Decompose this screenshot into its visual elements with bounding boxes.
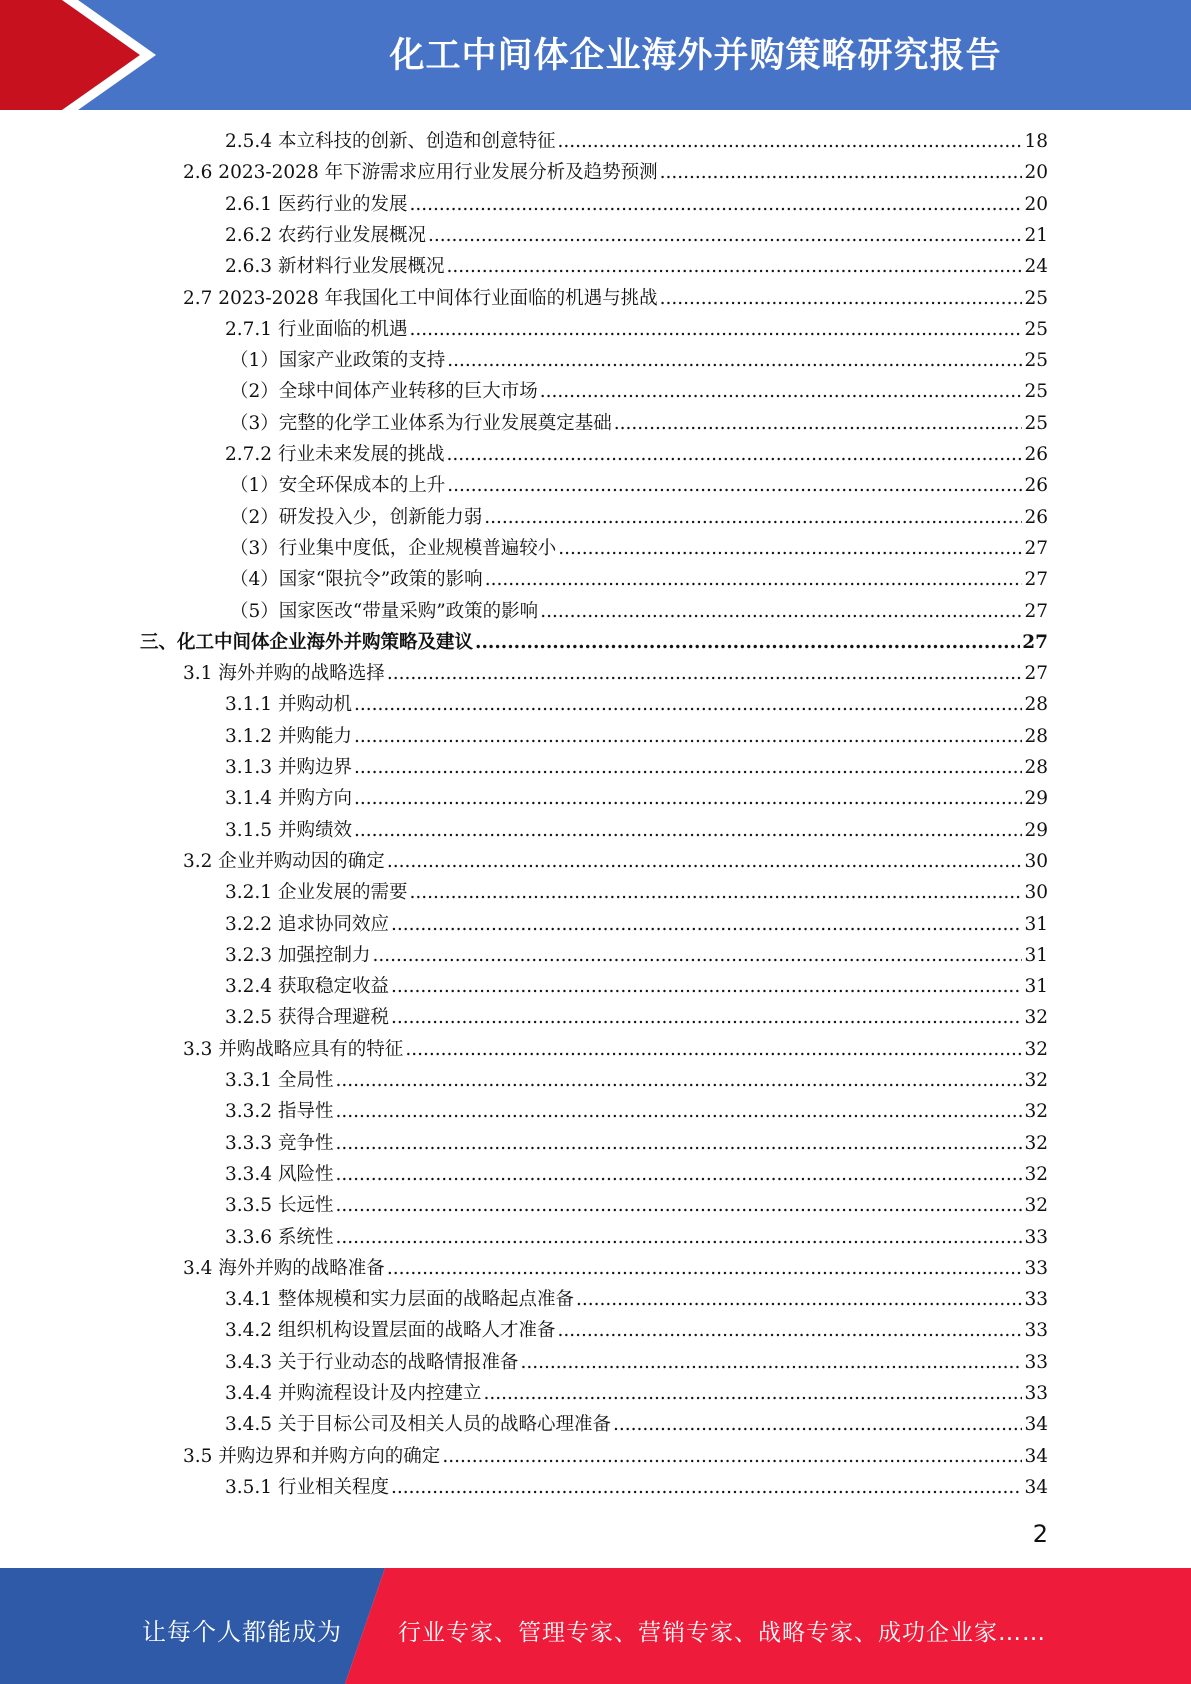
toc-leader-dots	[387, 658, 1023, 689]
toc-entry[interactable]	[183, 1253, 1048, 1284]
toc-leader-dots	[354, 689, 1023, 720]
toc-entry[interactable]	[225, 1159, 1048, 1190]
toc-entry-page: 33	[1024, 1226, 1048, 1248]
toc-leader-dots	[387, 846, 1023, 877]
toc-leader-dots	[391, 971, 1022, 1002]
toc-entry[interactable]	[225, 689, 1048, 720]
toc-entry-page: 28	[1024, 725, 1048, 747]
toc-leader-dots	[391, 1472, 1022, 1503]
toc-entry-label: 3.4.1 整体规模和实力层面的战略起点准备	[225, 1289, 574, 1311]
toc-leader-dots	[613, 1409, 1022, 1440]
toc-entry[interactable]	[225, 1002, 1048, 1033]
toc-leader-dots	[442, 1441, 1022, 1472]
toc-leader-dots	[540, 376, 1023, 407]
toc-entry[interactable]	[225, 1128, 1048, 1159]
toc-entry-label: 2.7.2 行业未来发展的挑战	[225, 444, 445, 465]
toc-entry[interactable]	[183, 1441, 1048, 1472]
toc-entry-label: （2）研发投入少，创新能力弱	[230, 506, 483, 528]
toc-entry-label: 3.1.2 并购能力	[225, 725, 352, 747]
toc-entry[interactable]	[225, 1347, 1048, 1378]
toc-leader-dots	[446, 439, 1022, 470]
toc-entry-label: 2.7.1 行业面临的机遇	[225, 318, 408, 340]
toc-entry[interactable]	[225, 1096, 1048, 1127]
toc-entry-page: 26	[1024, 475, 1048, 497]
toc-entry-page: 25	[1024, 350, 1048, 372]
toc-entry[interactable]	[225, 1378, 1048, 1409]
toc-entry[interactable]	[225, 1409, 1048, 1440]
toc-entry-label: 2.6.2 农药行业发展概况	[225, 224, 426, 246]
toc-entry-page: 24	[1024, 256, 1048, 278]
toc-entry-page: 26	[1024, 444, 1048, 465]
toc-entry-label: 3.3.2 指导性	[225, 1101, 334, 1123]
toc-entry-label: 2.7 2023-2028 年我国化工中间体行业面临的机遇与挑战	[183, 287, 658, 309]
toc-entry-label: 3.3.5 长远性	[225, 1195, 334, 1217]
toc-leader-dots	[354, 721, 1023, 752]
toc-entry-page: 27	[1024, 537, 1048, 559]
toc-leader-dots	[335, 1128, 1022, 1159]
toc-leader-dots	[335, 1096, 1022, 1127]
toc-entry-page: 32	[1024, 1007, 1048, 1029]
toc-entry-label: 3.2.2 追求协同效应	[225, 913, 389, 935]
toc-entry-page: 32	[1024, 1163, 1048, 1185]
toc-entry[interactable]	[225, 189, 1048, 220]
toc-entry-page: 28	[1024, 757, 1048, 778]
toc-leader-dots	[354, 783, 1023, 814]
toc-entry[interactable]	[225, 251, 1048, 282]
toc-leader-dots	[446, 251, 1022, 282]
toc-entry[interactable]	[225, 1472, 1048, 1503]
toc-entry-page: 33	[1024, 1320, 1048, 1342]
toc-leader-dots	[335, 1222, 1022, 1253]
toc-entry-page: 28	[1024, 694, 1048, 716]
toc-entry-label: 3.2 企业并购动因的确定	[183, 850, 385, 872]
toc-entry-page: 21	[1024, 224, 1048, 246]
toc-entry-label: 3.3.3 竞争性	[225, 1132, 334, 1154]
toc-entry[interactable]	[183, 157, 1048, 188]
toc-entry[interactable]	[225, 126, 1048, 157]
toc-entry[interactable]	[230, 376, 1048, 407]
toc-entry-page: 33	[1024, 1257, 1048, 1279]
toc-entry[interactable]	[183, 658, 1048, 689]
toc-entry-page: 20	[1024, 193, 1048, 215]
toc-entry-page: 32	[1024, 1195, 1048, 1217]
toc-entry[interactable]	[225, 1190, 1048, 1221]
toc-entry-label: 3.4.4 并购流程设计及内控建立	[225, 1383, 482, 1404]
toc-entry-label: 2.5.4 本立科技的创新、创造和创意特征	[225, 131, 556, 152]
toc-entry-label: （1）安全环保成本的上升	[230, 475, 446, 497]
toc-entry[interactable]	[225, 314, 1048, 345]
toc-entry-page: 29	[1024, 819, 1048, 841]
toc-entry-page: 30	[1024, 850, 1048, 872]
footer-banner	[0, 1568, 1191, 1684]
toc-leader-dots	[409, 877, 1022, 908]
toc-entry[interactable]	[225, 1284, 1048, 1315]
toc-entry-page: 30	[1024, 882, 1048, 904]
toc-entry[interactable]	[183, 283, 1048, 314]
toc-leader-dots	[409, 314, 1022, 345]
toc-leader-dots	[520, 1347, 1022, 1378]
toc-leader-dots	[475, 627, 1020, 658]
toc-entry-page: 27	[1024, 663, 1048, 685]
toc-leader-dots	[428, 220, 1022, 251]
toc-entry-label: 3.5.1 行业相关程度	[225, 1476, 389, 1498]
toc-leader-dots	[557, 1315, 1022, 1346]
toc-entry-label: 3.1.1 并购动机	[225, 694, 352, 716]
toc-leader-dots	[405, 1034, 1022, 1065]
toc-leader-dots	[483, 1378, 1022, 1409]
toc-entry[interactable]	[140, 627, 1048, 658]
report-title: 化工中间体企业海外并购策略研究报告	[389, 36, 1002, 76]
toc-entry-page: 33	[1024, 1383, 1048, 1404]
toc-entry-page: 33	[1024, 1351, 1048, 1373]
toc-entry-label: 2.6.1 医药行业的发展	[225, 193, 408, 215]
toc-entry[interactable]	[225, 1222, 1048, 1253]
toc-entry[interactable]	[225, 1315, 1048, 1346]
toc-leader-dots	[447, 345, 1022, 376]
toc-entry-label: 3.4.2 组织机构设置层面的战略人才准备	[225, 1320, 556, 1342]
toc-entry-label: 3.1.5 并购绩效	[225, 819, 352, 841]
toc-leader-dots	[558, 533, 1022, 564]
toc-entry-label: （5）国家医改“带量采购”政策的影响	[230, 600, 539, 622]
toc-entry-page: 18	[1024, 131, 1048, 152]
toc-leader-dots	[409, 189, 1022, 220]
toc-leader-dots	[387, 1253, 1023, 1284]
toc-entry-label: （3）完整的化学工业体系为行业发展奠定基础	[230, 412, 612, 434]
toc-entry-label: （3）行业集中度低，企业规模普遍较小	[230, 537, 557, 559]
toc-entry[interactable]	[225, 439, 1048, 470]
toc-entry[interactable]	[183, 846, 1048, 877]
toc-entry[interactable]	[230, 596, 1048, 627]
toc-entry-page: 34	[1024, 1414, 1048, 1436]
toc-entry-page: 20	[1024, 162, 1048, 184]
toc-entry-page: 31	[1024, 944, 1048, 966]
toc-leader-dots	[335, 1065, 1022, 1096]
toc-entry-label: 2.6 2023-2028 年下游需求应用行业发展分析及趋势预测	[183, 162, 658, 184]
toc-leader-dots	[335, 1159, 1022, 1190]
toc-entry-label: 3.4.5 关于目标公司及相关人员的战略心理准备	[225, 1414, 611, 1436]
toc-entry-page: 27	[1024, 569, 1048, 591]
toc-leader-dots	[354, 815, 1023, 846]
toc-entry-page: 34	[1024, 1476, 1048, 1498]
toc-entry-label: 3.5 并购边界和并购方向的确定	[183, 1445, 441, 1467]
toc-entry-label: 3.3.1 全局性	[225, 1070, 334, 1091]
toc-entry-label: 3.2.1 企业发展的需要	[225, 882, 408, 904]
toc-entry-page: 26	[1024, 506, 1048, 528]
toc-entry[interactable]	[230, 502, 1048, 533]
toc-entry-page: 25	[1024, 318, 1048, 340]
toc-entry[interactable]	[230, 533, 1048, 564]
toc-entry-page: 29	[1024, 788, 1048, 810]
toc-entry[interactable]	[225, 815, 1048, 846]
toc-leader-dots	[614, 408, 1023, 439]
toc-entry-page: 25	[1024, 412, 1048, 434]
toc-entry-label: 3.1.3 并购边界	[225, 757, 352, 778]
toc-entry[interactable]	[225, 783, 1048, 814]
toc-entry-page: 25	[1024, 287, 1048, 309]
toc-entry[interactable]	[225, 909, 1048, 940]
toc-leader-dots	[557, 126, 1022, 157]
toc-entry-label: 3.2.5 获得合理避税	[225, 1007, 389, 1029]
toc-entry-page: 32	[1024, 1070, 1048, 1091]
footer-slogan-right: 行业专家、管理专家、营销专家、战略专家、成功企业家……	[398, 1620, 1046, 1646]
toc-entry[interactable]	[225, 971, 1048, 1002]
toc-entry-label: （4）国家“限抗令”政策的影响	[230, 569, 483, 591]
toc-entry[interactable]	[230, 470, 1048, 501]
toc-entry-page: 31	[1024, 913, 1048, 935]
header-arrow-decoration	[0, 0, 200, 110]
toc-entry-page: 32	[1024, 1038, 1048, 1060]
toc-entry[interactable]	[225, 752, 1048, 783]
toc-entry-page: 27	[1022, 631, 1048, 653]
toc-entry-label: 3.3.6 系统性	[225, 1226, 334, 1248]
toc-entry-page: 34	[1024, 1445, 1048, 1467]
toc-leader-dots	[391, 909, 1022, 940]
toc-entry-page: 27	[1024, 600, 1048, 622]
toc-entry-label: 3.4 海外并购的战略准备	[183, 1257, 385, 1279]
page-number: 2	[1032, 1520, 1048, 1548]
toc-leader-dots	[354, 752, 1023, 783]
toc-entry-label: 3.2.4 获取稳定收益	[225, 976, 389, 998]
toc-leader-dots	[485, 564, 1023, 595]
toc-leader-dots	[335, 1190, 1022, 1221]
toc-entry[interactable]	[225, 877, 1048, 908]
toc-leader-dots	[391, 1002, 1022, 1033]
toc-entry-label: （1）国家产业政策的支持	[230, 350, 446, 372]
toc-entry[interactable]	[230, 345, 1048, 376]
toc-entry[interactable]	[225, 721, 1048, 752]
toc-leader-dots	[540, 596, 1022, 627]
toc-leader-dots	[372, 940, 1022, 971]
toc-leader-dots	[484, 502, 1022, 533]
footer-slogan-left: 让每个人都能成为	[142, 1618, 342, 1646]
toc-entry[interactable]	[183, 1034, 1048, 1065]
toc-entry-label: 3.2.3 加强控制力	[225, 944, 371, 966]
toc-leader-dots	[447, 470, 1022, 501]
toc-entry-page: 25	[1024, 381, 1048, 403]
toc-entry[interactable]	[225, 940, 1048, 971]
toc-entry[interactable]	[225, 220, 1048, 251]
toc-entry[interactable]	[230, 564, 1048, 595]
report-header	[0, 0, 1191, 110]
toc-entry-label: 2.6.3 新材料行业发展概况	[225, 256, 445, 278]
toc-entry-label: 3.1 海外并购的战略选择	[183, 663, 385, 685]
toc-entry-label: 3.3 并购战略应具有的特征	[183, 1038, 404, 1060]
toc-leader-dots	[576, 1284, 1022, 1315]
toc-entry-page: 31	[1024, 976, 1048, 998]
toc-entry-label: 3.1.4 并购方向	[225, 788, 352, 810]
toc-entry-label: 三、化工中间体企业海外并购策略及建议	[140, 631, 474, 653]
toc-entry-page: 32	[1024, 1132, 1048, 1154]
toc-leader-dots	[660, 157, 1023, 188]
toc-entry[interactable]	[225, 1065, 1048, 1096]
toc-entry-label: 3.3.4 风险性	[225, 1163, 334, 1185]
toc-entry-page: 32	[1024, 1101, 1048, 1123]
toc-entry-label: 3.4.3 关于行业动态的战略情报准备	[225, 1351, 519, 1373]
toc-entry[interactable]	[230, 408, 1048, 439]
toc-entry-label: （2）全球中间体产业转移的巨大市场	[230, 381, 538, 403]
toc-entry-page: 33	[1024, 1289, 1048, 1311]
toc-leader-dots	[660, 283, 1023, 314]
